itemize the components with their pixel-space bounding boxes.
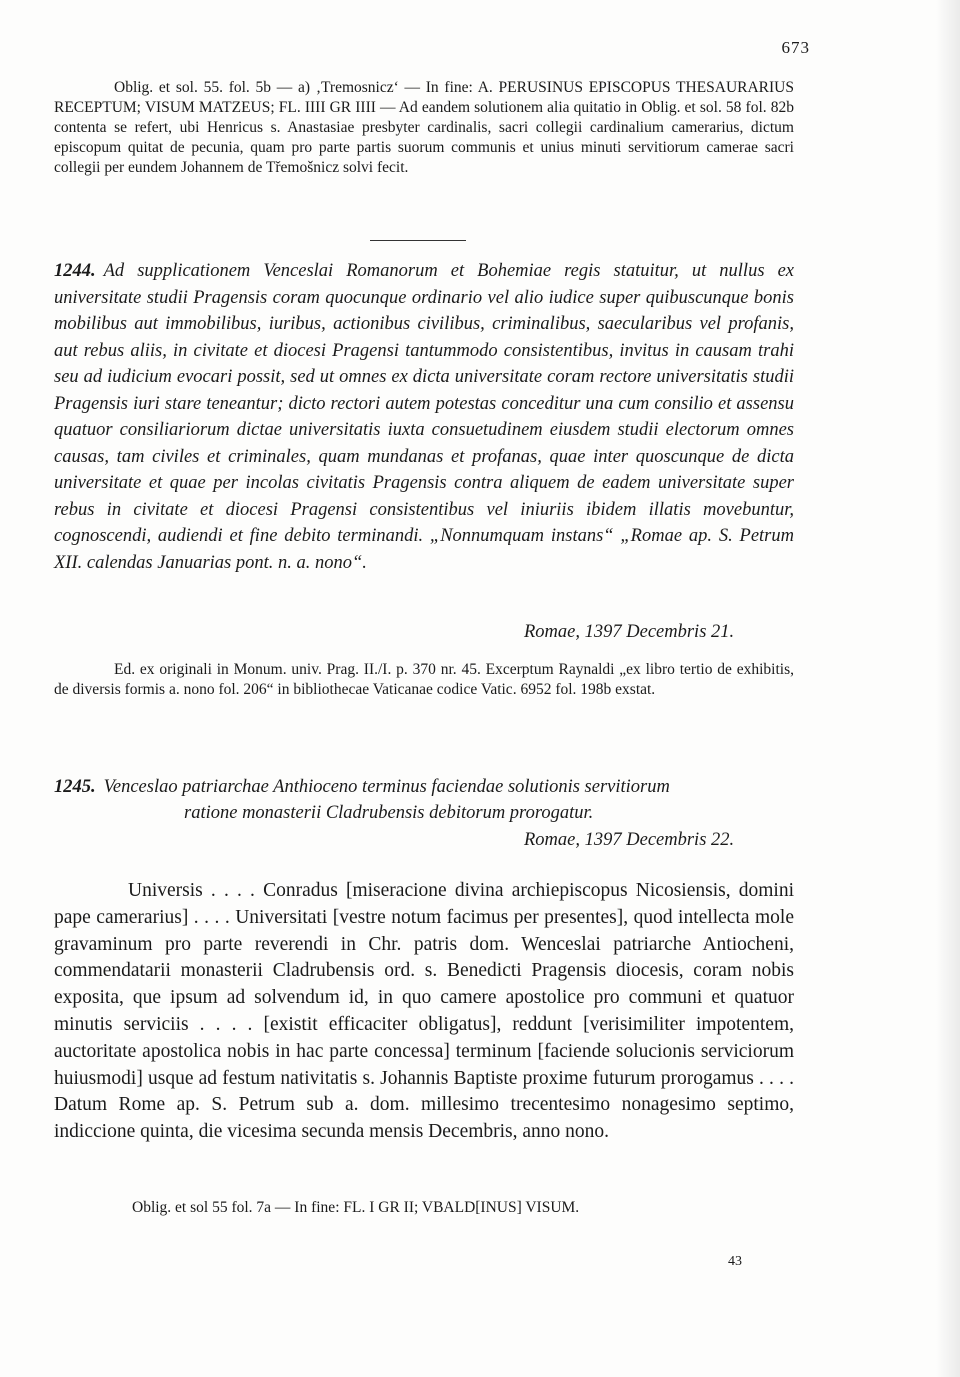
top-note (54, 78, 794, 178)
entry-number: 1245. (54, 777, 96, 797)
page-edge-shadow (936, 0, 960, 1377)
document-text: Universis . . . . Conradus [miseracione divina archiepiscopus Nicosiensis, domini pape camerarius] . . . . Universitati [vestre notum facimus per presentes], quod intellecta mole gravaminum pro parte reverendi in Chr. patris dom. Wenceslai patriarche Antiocheni, commendatarii monasterii Cladrubensis ord. s. Benedicti Pragensis diocesis, coram nobis exposita, que ipsum ad solvendum id, in quo camere apostolice pro communi et quatuor minutis serviciis . . . . [existit efficaciter obligatus], reddunt [verisimiliter impotentem, auctoritate apostolica nobis in hac parte concessa] terminum [faciende solucionis serviciorum huiusmodi] usque ad festum nativitatis s. Johannis Baptiste proxime futurum prorogamus . . . . Datum Rome ap. S. Petrum sub a. dom. millesimo trecentesimo nonagesimo septimo, indiccione quinta, die vicesima secunda mensis Decembris, anno nono. (54, 880, 794, 1143)
page-number: 673 (781, 38, 810, 57)
entry-1244-note (54, 660, 794, 700)
entry-number: 1244. (54, 261, 96, 281)
entry-regest: Ad supplicationem Venceslai Romanorum et Bohemiae regis statuitur, ut nullus ex universitate studii Pragensis coram quocunque ordinario vel alio iudice super quibuscunque bonis mobilibus aut immobilibus, iuribus, actionibus civilibus, criminalibus, saecularibus vel profanis, aut rebus aliis, in civitate et diocesi Pragensi tantummodo consistentibus, invitus in causam trahi seu ad iudicium evocari possit, sed ut omnes ex dicta universitate coram rectore universitatis studii Pragensis iuri stare teneantur; dicto rectori autem potestas conceditur una cum consilio et assensu quatuor consiliariorum dictae universitatis iuxta consuetudinem eiusdem studii electorum omnes causas, tam civiles et criminales, quam mundanas et profanas, quae inter quoscunque de dicta universitate et quae per incolas civitatis Pragensis contra aliquem de eadem universitate super rebus in civitate et diocesi Pragensi consistentibus vel iniuriis ibidem illatis movebuntur, cognoscendi, audiendi et fine debito terminandi. „Nonnumquam instans“ „Romae ap. S. Petrum XII. calendas Januarias pont. n. a. nono“. (54, 261, 794, 573)
entry-1245-note (132, 1198, 792, 1218)
entry-title-line-2: ratione monasterii Cladrubensis debitorum prorogatur. (184, 803, 594, 823)
edition-note: Ed. ex originali in Monum. univ. Prag. II./I. p. 370 nr. 45. Excerptum Raynaldi „ex libro tertio de exhibitis, de diversis formis a. nono fol. 206“ in bibliothecae Vaticanae codice Vatic. 6952 fol. 198b exstat. (54, 661, 794, 698)
entry-1245-text (54, 878, 794, 1146)
entry-1245-title (54, 774, 794, 826)
entry-1245-dateline: Romae, 1397 Decembris 22. (524, 830, 735, 850)
sheet-signature: 43 (728, 1254, 742, 1269)
section-divider (370, 240, 466, 241)
entry-title-line-1: Venceslao patriarchae Anthioceno terminus faciendae solutionis servitiorum (103, 777, 670, 797)
entry-1244 (54, 258, 794, 576)
entry-1244-dateline: Romae, 1397 Decembris 21. (524, 622, 735, 642)
top-note-paragraph: Oblig. et sol. 55. fol. 5b — a) ‚Tremosnicz‘ — In fine: A. PERUSINUS EPISCOPUS THESAURARIUS RECEPTUM; VISUM MATZEUS; FL. IIII GR IIII — Ad eandem solutionem alia quitatio in Oblig. et sol. 58 fol. 82b contenta se refert, ubi Henricus s. Anastasiae presbyter cardinalis, sacri collegii cardinalium camerarius, dictum episcopum quitat de pecunia, quam pro parte partis suorum communis et unius minuti servitiorum camerae sacri collegii per eundem Johannem de Třemošnicz solvi fecit. (54, 79, 794, 176)
archival-note: Oblig. et sol 55 fol. 7a — In fine: FL. I GR II; VBALD[INUS] VISUM. (132, 1199, 580, 1216)
